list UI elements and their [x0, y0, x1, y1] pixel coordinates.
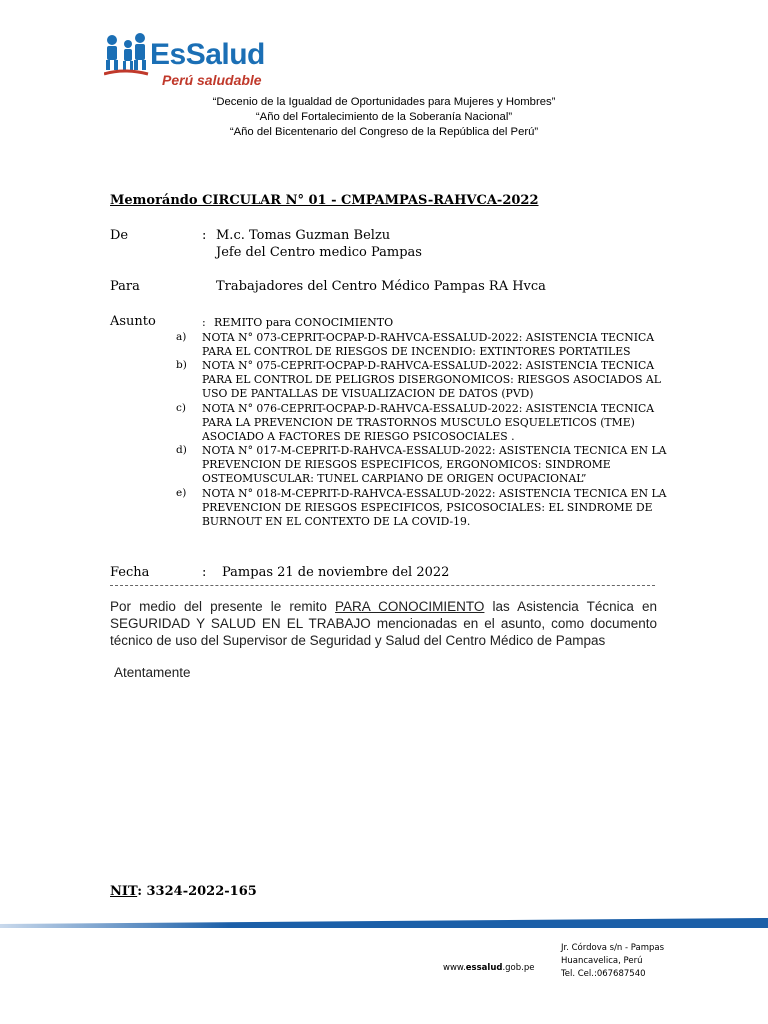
- address-line-2: Huancavelica, Perú: [561, 956, 643, 966]
- nit-value: : 3324-2022-165: [137, 884, 257, 899]
- brand-slogan: Perú saludable: [162, 72, 262, 88]
- item-marker: e): [176, 487, 187, 499]
- item-marker: b): [176, 359, 187, 371]
- address-line-3: Tel. Cel.:067687540: [561, 969, 646, 979]
- item-text: NOTA N° 073-CEPRIT-OCPAP-D-RAHVCA-ESSALUD-2022: ASISTENCIA TECNICA PARA EL CONTROL DE RIESGOS DE INCENDIO: EXTINTORES PORTATILES: [202, 331, 655, 359]
- body-text-end: las Asistencia Técnica en SEGURIDAD Y SALUD EN EL TRABAJO mencionadas en el asunto, como documento técnico de uso del Supervisor de Seguridad y Salud del Centro Médico de Pampas: [110, 599, 657, 648]
- para-value: Trabajadores del Centro Médico Pampas RA Hvca: [216, 279, 546, 294]
- fecha-colon: :: [202, 565, 207, 580]
- memo-title: Memorándo CIRCULAR N° 01 - CMPAMPAS-RAHVCA-2022: [110, 193, 539, 208]
- footer-bar: [0, 918, 768, 928]
- de-colon: :: [202, 228, 207, 243]
- asunto-colon: :: [202, 316, 206, 329]
- website-suffix: .gob.pe: [502, 963, 535, 973]
- brand-name: EsSalud: [150, 38, 265, 71]
- fecha-value: Pampas 21 de noviembre del 2022: [222, 565, 450, 580]
- address-line-1: Jr. Córdova s/n - Pampas: [561, 943, 665, 953]
- closing: Atentamente: [114, 665, 191, 680]
- item-text: NOTA N° 017-M-CEPRIT-D-RAHVCA-ESSALUD-2022: ASISTENCIA TECNICA EN LA PREVENCION DE RIESGOS ESPECIFICOS, ERGONOMICOS: SINDROME OSTEOMUSCULAR: TUNEL CARPIANO DE ORIGEN OCUPACIONAL”: [202, 444, 667, 486]
- nit-label: NIT: [110, 884, 138, 899]
- de-label: De: [110, 228, 129, 243]
- dashed-divider: [110, 585, 655, 586]
- motto-line-1: “Decenio de la Igualdad de Oportunidades para Mujeres y Hombres”: [212, 96, 556, 108]
- website: [443, 963, 534, 973]
- item-text: NOTA N° 075-CEPRIT-OCPAP-D-RAHVCA-ESSALUD-2022: ASISTENCIA TECNICA PARA EL CONTROL DE PELIGROS DISERGONOMICOS: RIESGOS ASOCIADOS AL USO DE PANTALLAS DE VISUALIZACION DE DATOS (PVD): [202, 359, 661, 401]
- item-text: NOTA N° 076-CEPRIT-OCPAP-D-RAHVCA-ESSALUD-2022: ASISTENCIA TECNICA PARA LA PREVENCION DE TRASTORNOS MUSCULO ESQUELETICOS (TME) ASOCIADO A FACTORES DE RIESGO PSICOSOCIALES .: [202, 402, 655, 444]
- asunto-label: Asunto: [110, 314, 156, 329]
- fecha-label: Fecha: [110, 565, 150, 580]
- de-name: M.c. Tomas Guzman Belzu: [216, 228, 391, 243]
- website-prefix: www.: [443, 963, 466, 973]
- para-label: Para: [110, 279, 140, 294]
- item-marker: c): [176, 402, 186, 414]
- website-domain: essalud: [465, 963, 503, 973]
- motto-line-3: “Año del Bicentenario del Congreso de la República del Perú”: [229, 126, 539, 138]
- motto-line-2: “Año del Fortalecimiento de la Soberanía Nacional”: [255, 111, 513, 123]
- body-text-underlined: PARA CONOCIMIENTO: [335, 599, 485, 614]
- item-marker: d): [176, 444, 187, 456]
- de-role: Jefe del Centro medico Pampas: [216, 245, 422, 260]
- item-text: NOTA N° 018-M-CEPRIT-D-RAHVCA-ESSALUD-2022: ASISTENCIA TECNICA EN LA PREVENCION DE RIESGOS ESPECIFICOS, PSICOSOCIALES: EL SINDROME DE BURNOUT EN EL CONTEXTO DE LA COVID-19.: [202, 487, 667, 529]
- nit-line: [110, 884, 257, 899]
- item-marker: a): [176, 331, 187, 343]
- memo-body: [110, 598, 657, 649]
- footer-address: [561, 942, 664, 981]
- body-text-start: Por medio del presente le remito: [110, 599, 336, 614]
- asunto-value: REMITO para CONOCIMIENTO: [214, 316, 394, 329]
